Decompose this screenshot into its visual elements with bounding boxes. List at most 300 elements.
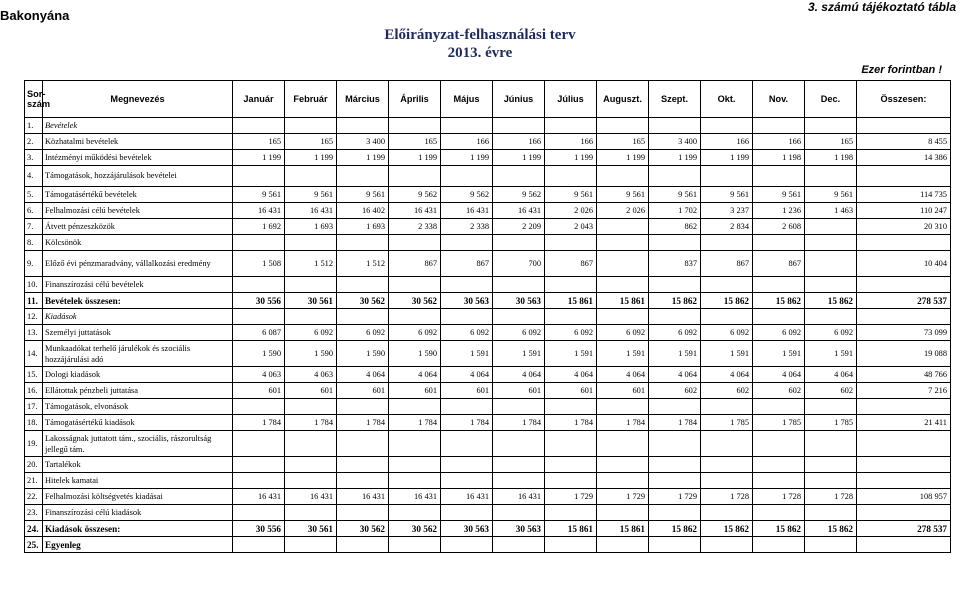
table-row [25,251,951,277]
row-name: Támogatások, elvonások [43,399,233,415]
header-month: Május [441,81,493,118]
table-row [25,219,951,235]
month-value [805,473,857,489]
month-value [441,473,493,489]
month-value [597,309,649,325]
row-number: 22. [25,489,43,505]
month-value [753,166,805,187]
month-value: 165 [285,134,337,150]
row-number: 25. [25,537,43,553]
row-total [857,473,951,489]
month-value: 4 064 [597,367,649,383]
month-value: 9 562 [441,187,493,203]
month-value [285,473,337,489]
month-value [337,277,389,293]
month-value: 867 [545,251,597,277]
month-value: 1 784 [285,415,337,431]
month-value: 1 590 [389,341,441,367]
month-value [597,251,649,277]
month-value: 1 729 [649,489,701,505]
month-value [233,505,285,521]
month-value: 867 [389,251,441,277]
table-row [25,399,951,415]
row-number: 3. [25,150,43,166]
month-value: 15 862 [753,293,805,309]
month-value: 165 [597,134,649,150]
document-title-line-2: 2013. évre [447,45,513,61]
row-name: Előző évi pénzmaradvány, vállalkozási eredmény [43,251,233,277]
month-value: 601 [285,383,337,399]
month-value: 4 064 [805,367,857,383]
month-value: 15 862 [753,521,805,537]
organization-name: Bakonyánа [0,8,70,23]
month-value [493,505,545,521]
month-value: 1 693 [285,219,337,235]
month-value: 1 784 [597,415,649,431]
row-total [857,505,951,521]
row-total: 110 247 [857,203,951,219]
month-value: 1 199 [649,150,701,166]
row-number: 17. [25,399,43,415]
month-value: 6 087 [233,325,285,341]
month-value: 9 561 [337,187,389,203]
row-total: 114 735 [857,187,951,203]
month-value [233,277,285,293]
month-value [805,118,857,134]
month-value: 16 402 [337,203,389,219]
month-value: 1 591 [597,341,649,367]
month-value [493,118,545,134]
month-value: 166 [545,134,597,150]
table-row [25,367,951,383]
header-month: Január [233,81,285,118]
month-value: 2 338 [389,219,441,235]
month-value [753,277,805,293]
row-name: Támogatásértékű bevételek [43,187,233,203]
month-value [233,399,285,415]
month-value: 9 561 [233,187,285,203]
month-value: 166 [493,134,545,150]
table-row [25,325,951,341]
month-value: 15 861 [597,293,649,309]
month-value [545,277,597,293]
month-value [753,431,805,457]
month-value: 1 784 [233,415,285,431]
month-value [545,505,597,521]
row-name: Tartalékok [43,457,233,473]
month-value [597,219,649,235]
month-value [545,457,597,473]
month-value: 4 064 [753,367,805,383]
month-value: 9 561 [805,187,857,203]
month-value: 4 064 [337,367,389,383]
row-total [857,457,951,473]
month-value: 1 590 [285,341,337,367]
month-value: 166 [441,134,493,150]
month-value: 862 [649,219,701,235]
row-name: Támogatásértékű kiadások [43,415,233,431]
row-total: 48 766 [857,367,951,383]
row-number: 6. [25,203,43,219]
month-value: 1 785 [701,415,753,431]
month-value [597,235,649,251]
month-value [233,309,285,325]
month-value: 1 591 [545,341,597,367]
month-value: 6 092 [389,325,441,341]
month-value [389,457,441,473]
month-value: 15 862 [649,293,701,309]
month-value [285,235,337,251]
month-value [285,277,337,293]
month-value: 602 [805,383,857,399]
month-value [285,399,337,415]
row-number: 13. [25,325,43,341]
month-value: 601 [597,383,649,399]
month-value [805,309,857,325]
month-value [597,431,649,457]
month-value: 16 431 [493,489,545,505]
row-total [857,166,951,187]
row-number: 15. [25,367,43,383]
month-value: 6 092 [337,325,389,341]
month-value: 16 431 [337,489,389,505]
month-value [389,537,441,553]
month-value: 4 064 [493,367,545,383]
month-value: 30 562 [389,521,441,537]
table-row [25,383,951,399]
month-value: 30 563 [441,293,493,309]
row-name: Bevételek [43,118,233,134]
month-value [753,235,805,251]
month-value [805,251,857,277]
month-value [649,505,701,521]
document-number: 3. számú tájékoztató tábla [807,0,956,14]
month-value: 16 431 [285,203,337,219]
month-value: 30 562 [337,521,389,537]
month-value: 1 702 [649,203,701,219]
month-value: 1 784 [441,415,493,431]
month-value: 9 561 [649,187,701,203]
month-value: 2 209 [493,219,545,235]
month-value: 6 092 [753,325,805,341]
month-value: 1 199 [337,150,389,166]
month-value [233,235,285,251]
row-number: 10. [25,277,43,293]
month-value: 1 591 [649,341,701,367]
month-value [597,473,649,489]
row-name: Kiadások [43,309,233,325]
month-value: 1 784 [545,415,597,431]
month-value [701,537,753,553]
month-value [389,473,441,489]
row-total: 10 404 [857,251,951,277]
month-value: 2 834 [701,219,753,235]
row-name: Támogatások, hozzájárulások bevételei [43,166,233,187]
month-value [545,309,597,325]
month-value: 2 026 [545,203,597,219]
month-value [805,431,857,457]
header-month: Június [493,81,545,118]
month-value [285,118,337,134]
month-value [337,118,389,134]
month-value [337,166,389,187]
row-number: 24. [25,521,43,537]
month-value [389,166,441,187]
month-value [597,537,649,553]
month-value: 602 [649,383,701,399]
month-value: 9 562 [493,187,545,203]
month-value [597,457,649,473]
month-value: 2 026 [597,203,649,219]
month-value: 602 [753,383,805,399]
month-value [337,235,389,251]
month-value [649,399,701,415]
row-total [857,118,951,134]
month-value: 30 561 [285,521,337,537]
row-number: 19. [25,431,43,457]
row-number: 18. [25,415,43,431]
row-number: 9. [25,251,43,277]
month-value [753,399,805,415]
month-value [545,118,597,134]
month-value [493,166,545,187]
month-value [285,166,337,187]
header-month: Szept. [649,81,701,118]
row-number: 8. [25,235,43,251]
row-total: 21 411 [857,415,951,431]
header-total: Összesen: [857,81,951,118]
month-value [389,309,441,325]
month-value: 6 092 [493,325,545,341]
month-value [805,277,857,293]
month-value: 4 064 [649,367,701,383]
table-row [25,134,951,150]
month-value: 2 608 [753,219,805,235]
month-value [389,118,441,134]
month-value [285,457,337,473]
month-value: 30 563 [441,521,493,537]
table-row [25,150,951,166]
table-row [25,431,951,457]
month-value: 15 862 [805,521,857,537]
month-value: 1 508 [233,251,285,277]
row-name: Átvett pénzeszközök [43,219,233,235]
month-value: 4 064 [389,367,441,383]
month-value [649,457,701,473]
row-name: Hitelek kamatai [43,473,233,489]
month-value [597,399,649,415]
month-value: 1 591 [493,341,545,367]
month-value [285,537,337,553]
row-number: 14. [25,341,43,367]
month-value: 1 199 [285,150,337,166]
month-value [805,537,857,553]
month-value: 1 729 [597,489,649,505]
month-value [233,537,285,553]
month-value: 9 561 [545,187,597,203]
month-value [597,166,649,187]
month-value: 15 862 [649,521,701,537]
month-value [337,473,389,489]
month-value [441,457,493,473]
month-value [649,473,701,489]
month-value: 1 198 [805,150,857,166]
month-value [753,537,805,553]
month-value [337,457,389,473]
row-name: Ellátottak pénzbeli juttatása [43,383,233,399]
month-value [285,309,337,325]
month-value: 1 591 [805,341,857,367]
header-name: Megnevezés [43,81,233,118]
month-value [389,399,441,415]
month-value [701,118,753,134]
month-value [649,431,701,457]
row-total [857,235,951,251]
month-value [441,399,493,415]
month-value [233,431,285,457]
month-value: 1 785 [805,415,857,431]
month-value [805,399,857,415]
row-total [857,537,951,553]
month-value: 15 862 [805,293,857,309]
month-value: 16 431 [233,203,285,219]
month-value: 1 199 [701,150,753,166]
month-value: 601 [441,383,493,399]
month-value: 602 [701,383,753,399]
table-row [25,415,951,431]
month-value [753,118,805,134]
month-value: 6 092 [649,325,701,341]
header-row-number: Sor-szám [25,81,43,118]
row-name: Intézményi működési bevételek [43,150,233,166]
month-value [441,309,493,325]
month-value: 1 728 [701,489,753,505]
month-value: 165 [805,134,857,150]
month-value [389,431,441,457]
header-month: Nov. [753,81,805,118]
month-value [545,473,597,489]
month-value [493,473,545,489]
month-value: 9 561 [285,187,337,203]
month-value [493,431,545,457]
row-number: 20. [25,457,43,473]
month-value [441,166,493,187]
month-value [389,235,441,251]
row-number: 23. [25,505,43,521]
row-name: Dologi kiadások [43,367,233,383]
row-name: Kiadások összesen: [43,521,233,537]
month-value: 1 728 [805,489,857,505]
month-value [441,118,493,134]
month-value: 1 591 [753,341,805,367]
month-value: 30 563 [493,521,545,537]
month-value [597,505,649,521]
table-row [25,537,951,553]
month-value [753,309,805,325]
month-value [441,277,493,293]
row-name: Felhalmozási költségvetés kiadásai [43,489,233,505]
month-value [701,235,753,251]
month-value [337,537,389,553]
table-row [25,309,951,325]
month-value: 166 [753,134,805,150]
header-month: Április [389,81,441,118]
month-value: 16 431 [285,489,337,505]
month-value: 16 431 [493,203,545,219]
month-value: 601 [493,383,545,399]
month-value [337,505,389,521]
table-row [25,166,951,187]
month-value [753,505,805,521]
row-total: 8 455 [857,134,951,150]
row-total [857,399,951,415]
month-value: 166 [701,134,753,150]
month-value: 1 728 [753,489,805,505]
table-row [25,235,951,251]
month-value: 601 [389,383,441,399]
row-total: 73 099 [857,325,951,341]
month-value: 837 [649,251,701,277]
month-value: 867 [753,251,805,277]
month-value [233,473,285,489]
month-value: 4 064 [441,367,493,383]
document-title [360,26,600,62]
month-value: 30 556 [233,521,285,537]
row-name: Finanszírozási célú kiadások [43,505,233,521]
budget-table [24,80,951,553]
month-value: 6 092 [805,325,857,341]
month-value [701,457,753,473]
month-value: 16 431 [389,203,441,219]
month-value [753,457,805,473]
month-value: 4 064 [701,367,753,383]
month-value: 15 862 [701,521,753,537]
month-value: 1 198 [753,150,805,166]
month-value: 4 064 [545,367,597,383]
row-name: Egyenleg [43,537,233,553]
month-value [649,118,701,134]
row-number: 16. [25,383,43,399]
month-value [285,505,337,521]
month-value: 9 562 [389,187,441,203]
row-total [857,431,951,457]
row-total: 108 957 [857,489,951,505]
month-value [701,431,753,457]
row-total [857,277,951,293]
header-month: Július [545,81,597,118]
row-total: 278 537 [857,521,951,537]
month-value: 30 562 [389,293,441,309]
month-value [649,166,701,187]
table-row [25,187,951,203]
month-value [753,473,805,489]
month-value [545,431,597,457]
table-row [25,277,951,293]
month-value [545,399,597,415]
month-value [493,399,545,415]
month-value: 16 431 [389,489,441,505]
month-value: 15 861 [545,293,597,309]
month-value: 700 [493,251,545,277]
month-value [701,166,753,187]
row-total: 14 386 [857,150,951,166]
row-name: Közhatalmi bevételek [43,134,233,150]
month-value [805,219,857,235]
month-value [389,505,441,521]
table-row [25,473,951,489]
table-header-row [25,81,951,118]
month-value [493,537,545,553]
